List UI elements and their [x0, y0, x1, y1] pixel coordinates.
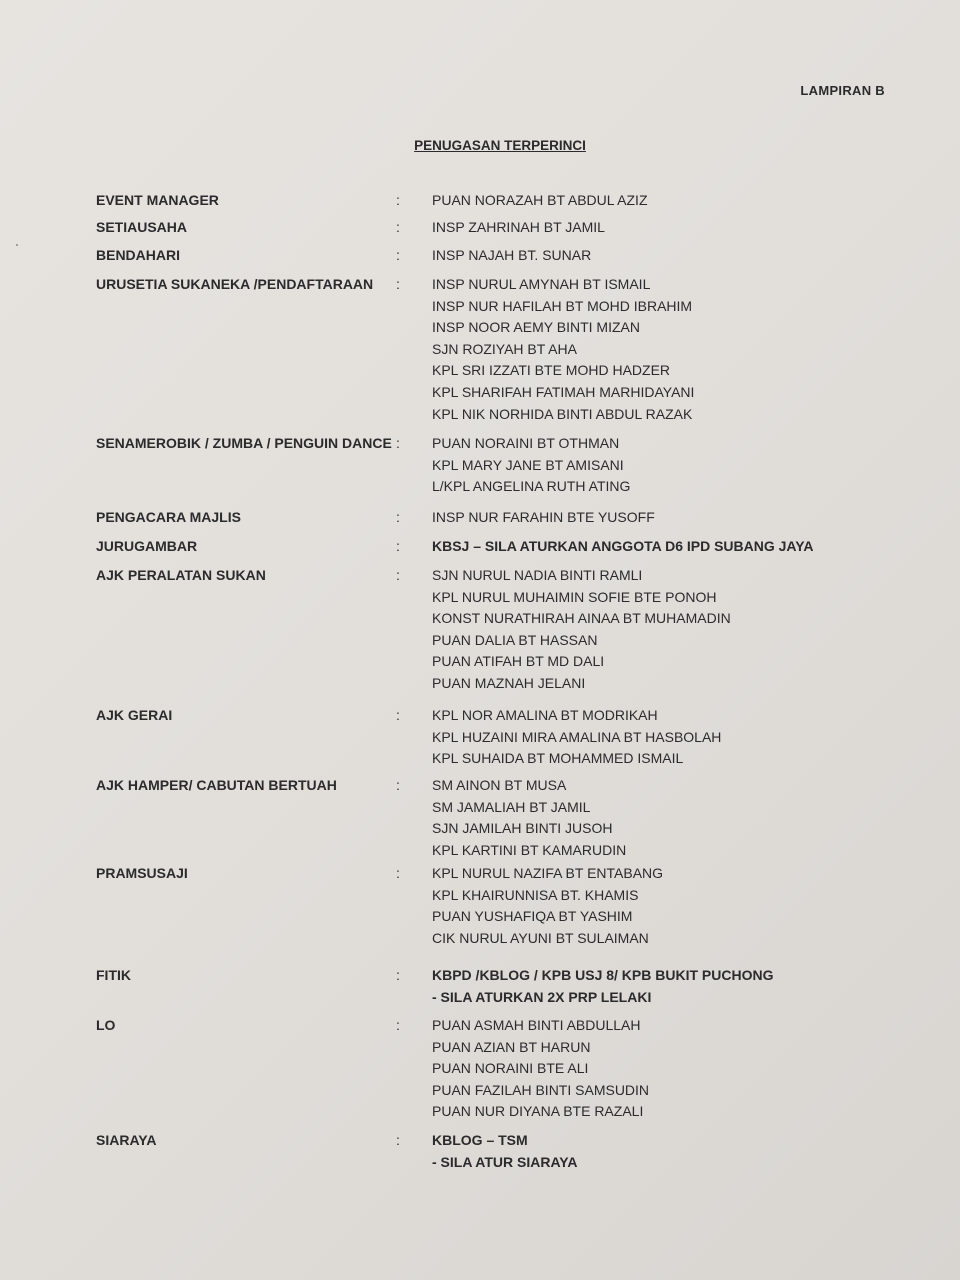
assignee-name: PUAN DALIA BT HASSAN — [432, 631, 598, 648]
assignee-name: KPL SHARIFAH FATIMAH MARHIDAYANI — [432, 383, 695, 400]
assignee-name: KPL NIK NORHIDA BINTI ABDUL RAZAK — [432, 405, 693, 422]
assignment-row — [96, 863, 856, 949]
assignment-row — [96, 433, 856, 498]
role-label: SENAMEROBIK / ZUMBA / PENGUIN DANCE — [96, 435, 392, 451]
separator-colon: : — [396, 276, 400, 292]
separator-colon: : — [396, 865, 400, 881]
paper-speck — [16, 244, 18, 246]
assignee-name: - SILA ATURKAN 2X PRP LELAKI — [432, 988, 652, 1005]
assignment-row — [96, 217, 856, 239]
appendix-label: LAMPIRAN B — [800, 83, 885, 98]
role-label: LO — [96, 1017, 116, 1033]
assignee-name: INSP NURUL AMYNAH BT ISMAIL — [432, 276, 651, 292]
assignee-name: L/KPL ANGELINA RUTH ATING — [432, 478, 631, 495]
assignee-name: KBPD /KBLOG / KPB USJ 8/ KPB BUKIT PUCHONG — [432, 967, 774, 983]
separator-colon: : — [396, 1017, 400, 1033]
separator-colon: : — [396, 707, 400, 723]
role-label: AJK GERAI — [96, 707, 173, 723]
separator-colon: : — [396, 538, 400, 554]
assignee-name: INSP ZAHRINAH BT JAMIL — [432, 219, 605, 235]
assignee-name: INSP NOOR AEMY BINTI MIZAN — [432, 319, 640, 336]
assignee-name: KBSJ – SILA ATURKAN ANGGOTA D6 IPD SUBANG JAYA — [432, 538, 814, 554]
role-label: PENGACARA MAJLIS — [96, 509, 241, 525]
separator-colon: : — [396, 967, 400, 983]
assignment-row — [96, 705, 856, 770]
assignee-name: KPL HUZAINI MIRA AMALINA BT HASBOLAH — [432, 728, 722, 745]
assignee-name: PUAN ATIFAH BT MD DALI — [432, 653, 605, 670]
separator-colon: : — [396, 435, 400, 451]
role-label: BENDAHARI — [96, 247, 180, 263]
assignee-name: - SILA ATUR SIARAYA — [432, 1153, 578, 1170]
assignee-name: PUAN NORAINI BTE ALI — [432, 1060, 589, 1077]
assignee-list — [432, 775, 856, 861]
assignee-name: SJN NURUL NADIA BINTI RAMLI — [432, 567, 643, 583]
role-label: EVENT MANAGER — [96, 192, 219, 208]
role-label: SETIAUSAHA — [96, 219, 188, 235]
assignee-name: KPL SUHAIDA BT MOHAMMED ISMAIL — [432, 750, 684, 767]
assignee-name: KPL MARY JANE BT AMISANI — [432, 456, 624, 473]
assignee-name: SJN JAMILAH BINTI JUSOH — [432, 820, 613, 837]
assignee-name: KBLOG – TSM — [432, 1132, 528, 1148]
assignee-name: PUAN NORAZAH BT ABDUL AZIZ — [432, 192, 648, 208]
assignee-list — [432, 507, 856, 529]
separator-colon: : — [396, 219, 400, 235]
assignee-name: KPL NOR AMALINA BT MODRIKAH — [432, 707, 658, 723]
assignee-name: CIK NURUL AYUNI BT SULAIMAN — [432, 929, 649, 946]
assignee-name: PUAN ASMAH BINTI ABDULLAH — [432, 1017, 641, 1033]
assignee-name: PUAN MAZNAH JELANI — [432, 674, 586, 691]
assignee-name: PUAN AZIAN BT HARUN — [432, 1038, 591, 1055]
role-label: URUSETIA SUKANEKA /PENDAFTARAAN — [96, 276, 374, 292]
assignee-name: PUAN FAZILAH BINTI SAMSUDIN — [432, 1081, 650, 1098]
separator-colon: : — [396, 1132, 400, 1148]
assignment-row — [96, 245, 856, 267]
assignee-list — [432, 1015, 856, 1123]
assignee-list — [432, 245, 856, 267]
assignment-row — [96, 1130, 856, 1173]
assignee-list — [432, 190, 856, 212]
separator-colon: : — [396, 192, 400, 208]
separator-colon: : — [396, 777, 400, 793]
assignee-name: INSP NUR FARAHIN BTE YUSOFF — [432, 509, 655, 525]
assignee-list — [432, 965, 856, 1008]
assignee-name: PUAN NUR DIYANA BTE RAZALI — [432, 1103, 644, 1120]
assignment-row — [96, 1015, 856, 1123]
assignee-list — [432, 536, 856, 558]
assignee-name: KPL KARTINI BT KAMARUDIN — [432, 841, 627, 858]
separator-colon: : — [396, 247, 400, 263]
assignee-name: KPL NURUL NAZIFA BT ENTABANG — [432, 865, 664, 881]
page-title: PENUGASAN TERPERINCI — [414, 138, 586, 153]
assignee-name: KPL KHAIRUNNISA BT. KHAMIS — [432, 886, 639, 903]
assignment-row — [96, 775, 856, 861]
role-label: PRAMSUSAJI — [96, 865, 188, 881]
assignment-row — [96, 274, 856, 425]
role-label: AJK PERALATAN SUKAN — [96, 567, 266, 583]
assignment-row — [96, 507, 856, 529]
role-label: AJK HAMPER/ CABUTAN BERTUAH — [96, 777, 337, 793]
separator-colon: : — [396, 509, 400, 525]
assignee-name: KPL NURUL MUHAIMIN SOFIE BTE PONOH — [432, 588, 717, 605]
assignee-list — [432, 705, 856, 770]
assignment-row — [96, 965, 856, 1008]
assignee-list — [432, 217, 856, 239]
role-label: SIARAYA — [96, 1132, 157, 1148]
assignee-list — [432, 863, 856, 949]
assignee-list — [432, 565, 856, 695]
assignee-name: KPL SRI IZZATI BTE MOHD HADZER — [432, 362, 671, 379]
assignee-name: KONST NURATHIRAH AINAA BT MUHAMADIN — [432, 610, 731, 627]
role-label: JURUGAMBAR — [96, 538, 198, 554]
assignee-list — [432, 274, 856, 425]
assignee-name: SM JAMALIAH BT JAMIL — [432, 798, 591, 815]
assignee-name: SM AINON BT MUSA — [432, 777, 567, 793]
assignee-name: PUAN YUSHAFIQA BT YASHIM — [432, 908, 633, 925]
separator-colon: : — [396, 567, 400, 583]
assignee-name: INSP NAJAH BT. SUNAR — [432, 247, 592, 263]
assignment-row — [96, 536, 856, 558]
assignee-name: PUAN NORAINI BT OTHMAN — [432, 435, 620, 451]
assignee-list — [432, 1130, 856, 1173]
assignee-name: SJN ROZIYAH BT AHA — [432, 340, 577, 357]
assignee-name: INSP NUR HAFILAH BT MOHD IBRAHIM — [432, 297, 693, 314]
assignee-list — [432, 433, 856, 498]
assignment-row — [96, 565, 856, 695]
assignment-row — [96, 190, 856, 212]
role-label: FITIK — [96, 967, 131, 983]
